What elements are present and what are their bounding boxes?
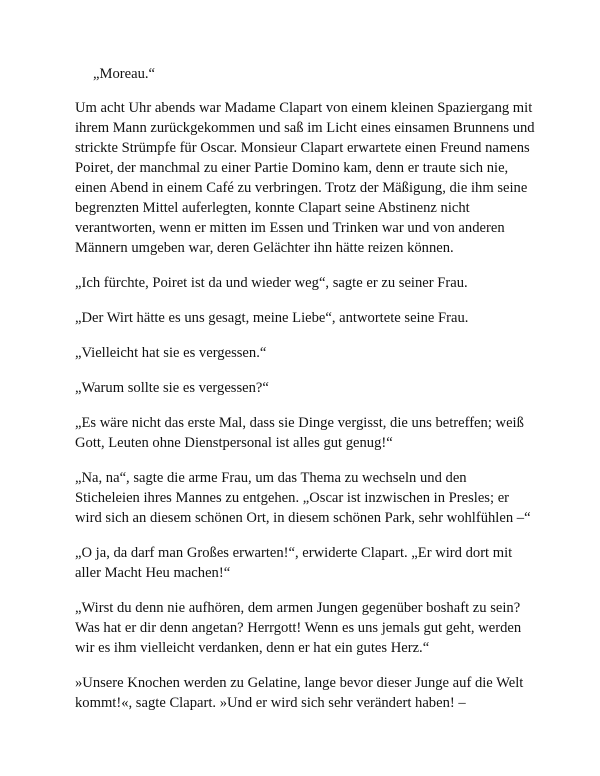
paragraph-11: »Unsere Knochen werden zu Gelatine, lange bevor dieser Junge auf die Welt kommt!«, sagte Clapart. »Und er wird sich sehr verändert haben! –	[75, 675, 524, 711]
paragraph-8: „Na, na“, sagte die arme Frau, um das Thema zu wechseln und den Sticheleien ihres Mannes zu entgehen. „Oscar ist inzwischen in Presles; er wird sich an diesem schönen Ort, in diesem schönen Park, sehr wohlfühlen –“	[75, 470, 531, 526]
paragraph-10: „Wirst du denn nie aufhören, dem armen Jungen gegenüber boshaft zu sein? Was hat er dir denn angetan? Herrgott! Wenn es uns jemals gut geht, werden wir es ihm vielleicht verdanken, denn er hat ein gutes Herz.“	[75, 600, 522, 656]
paragraph-7: „Es wäre nicht das erste Mal, dass sie Dinge vergisst, die uns betreffen; weiß Gott, Leuten ohne Dienstpersonal ist alles gut genug!“	[75, 415, 524, 451]
paragraph-6: „Warum sollte sie es vergessen?“	[75, 380, 269, 396]
paragraph-1: „Moreau.“	[93, 66, 155, 82]
paragraph-4: „Der Wirt hätte es uns gesagt, meine Liebe“, antwortete seine Frau.	[75, 310, 469, 326]
paragraph-2: Um acht Uhr abends war Madame Clapart von einem kleinen Spaziergang mit ihrem Mann zurückgekommen und saß im Licht eines einsamen Brunnens und strickte Strümpfe für Oscar. Monsieur Clapart erwartete einen Freund namens Poiret, der manchmal zu einer Partie Domino kam, denn er traute sich nie, einen Abend in einem Café zu verbringen. Trotz der Mäßigung, die ihm seine begrenzten Mittel auferlegten, konnte Clapart seine Abstinenz nicht verantworten, wenn er mitten im Essen und Trinken war und von anderen Männern umgeben war, deren Gelächter ihn hätte reizen können.	[75, 100, 535, 256]
document-body	[75, 64, 535, 728]
paragraph-9: „O ja, da darf man Großes erwarten!“, erwiderte Clapart. „Er wird dort mit aller Macht Heu machen!“	[75, 545, 513, 581]
paragraph-5: „Vielleicht hat sie es vergessen.“	[75, 345, 267, 361]
paragraph-3: „Ich fürchte, Poiret ist da und wieder weg“, sagte er zu seiner Frau.	[75, 275, 468, 291]
